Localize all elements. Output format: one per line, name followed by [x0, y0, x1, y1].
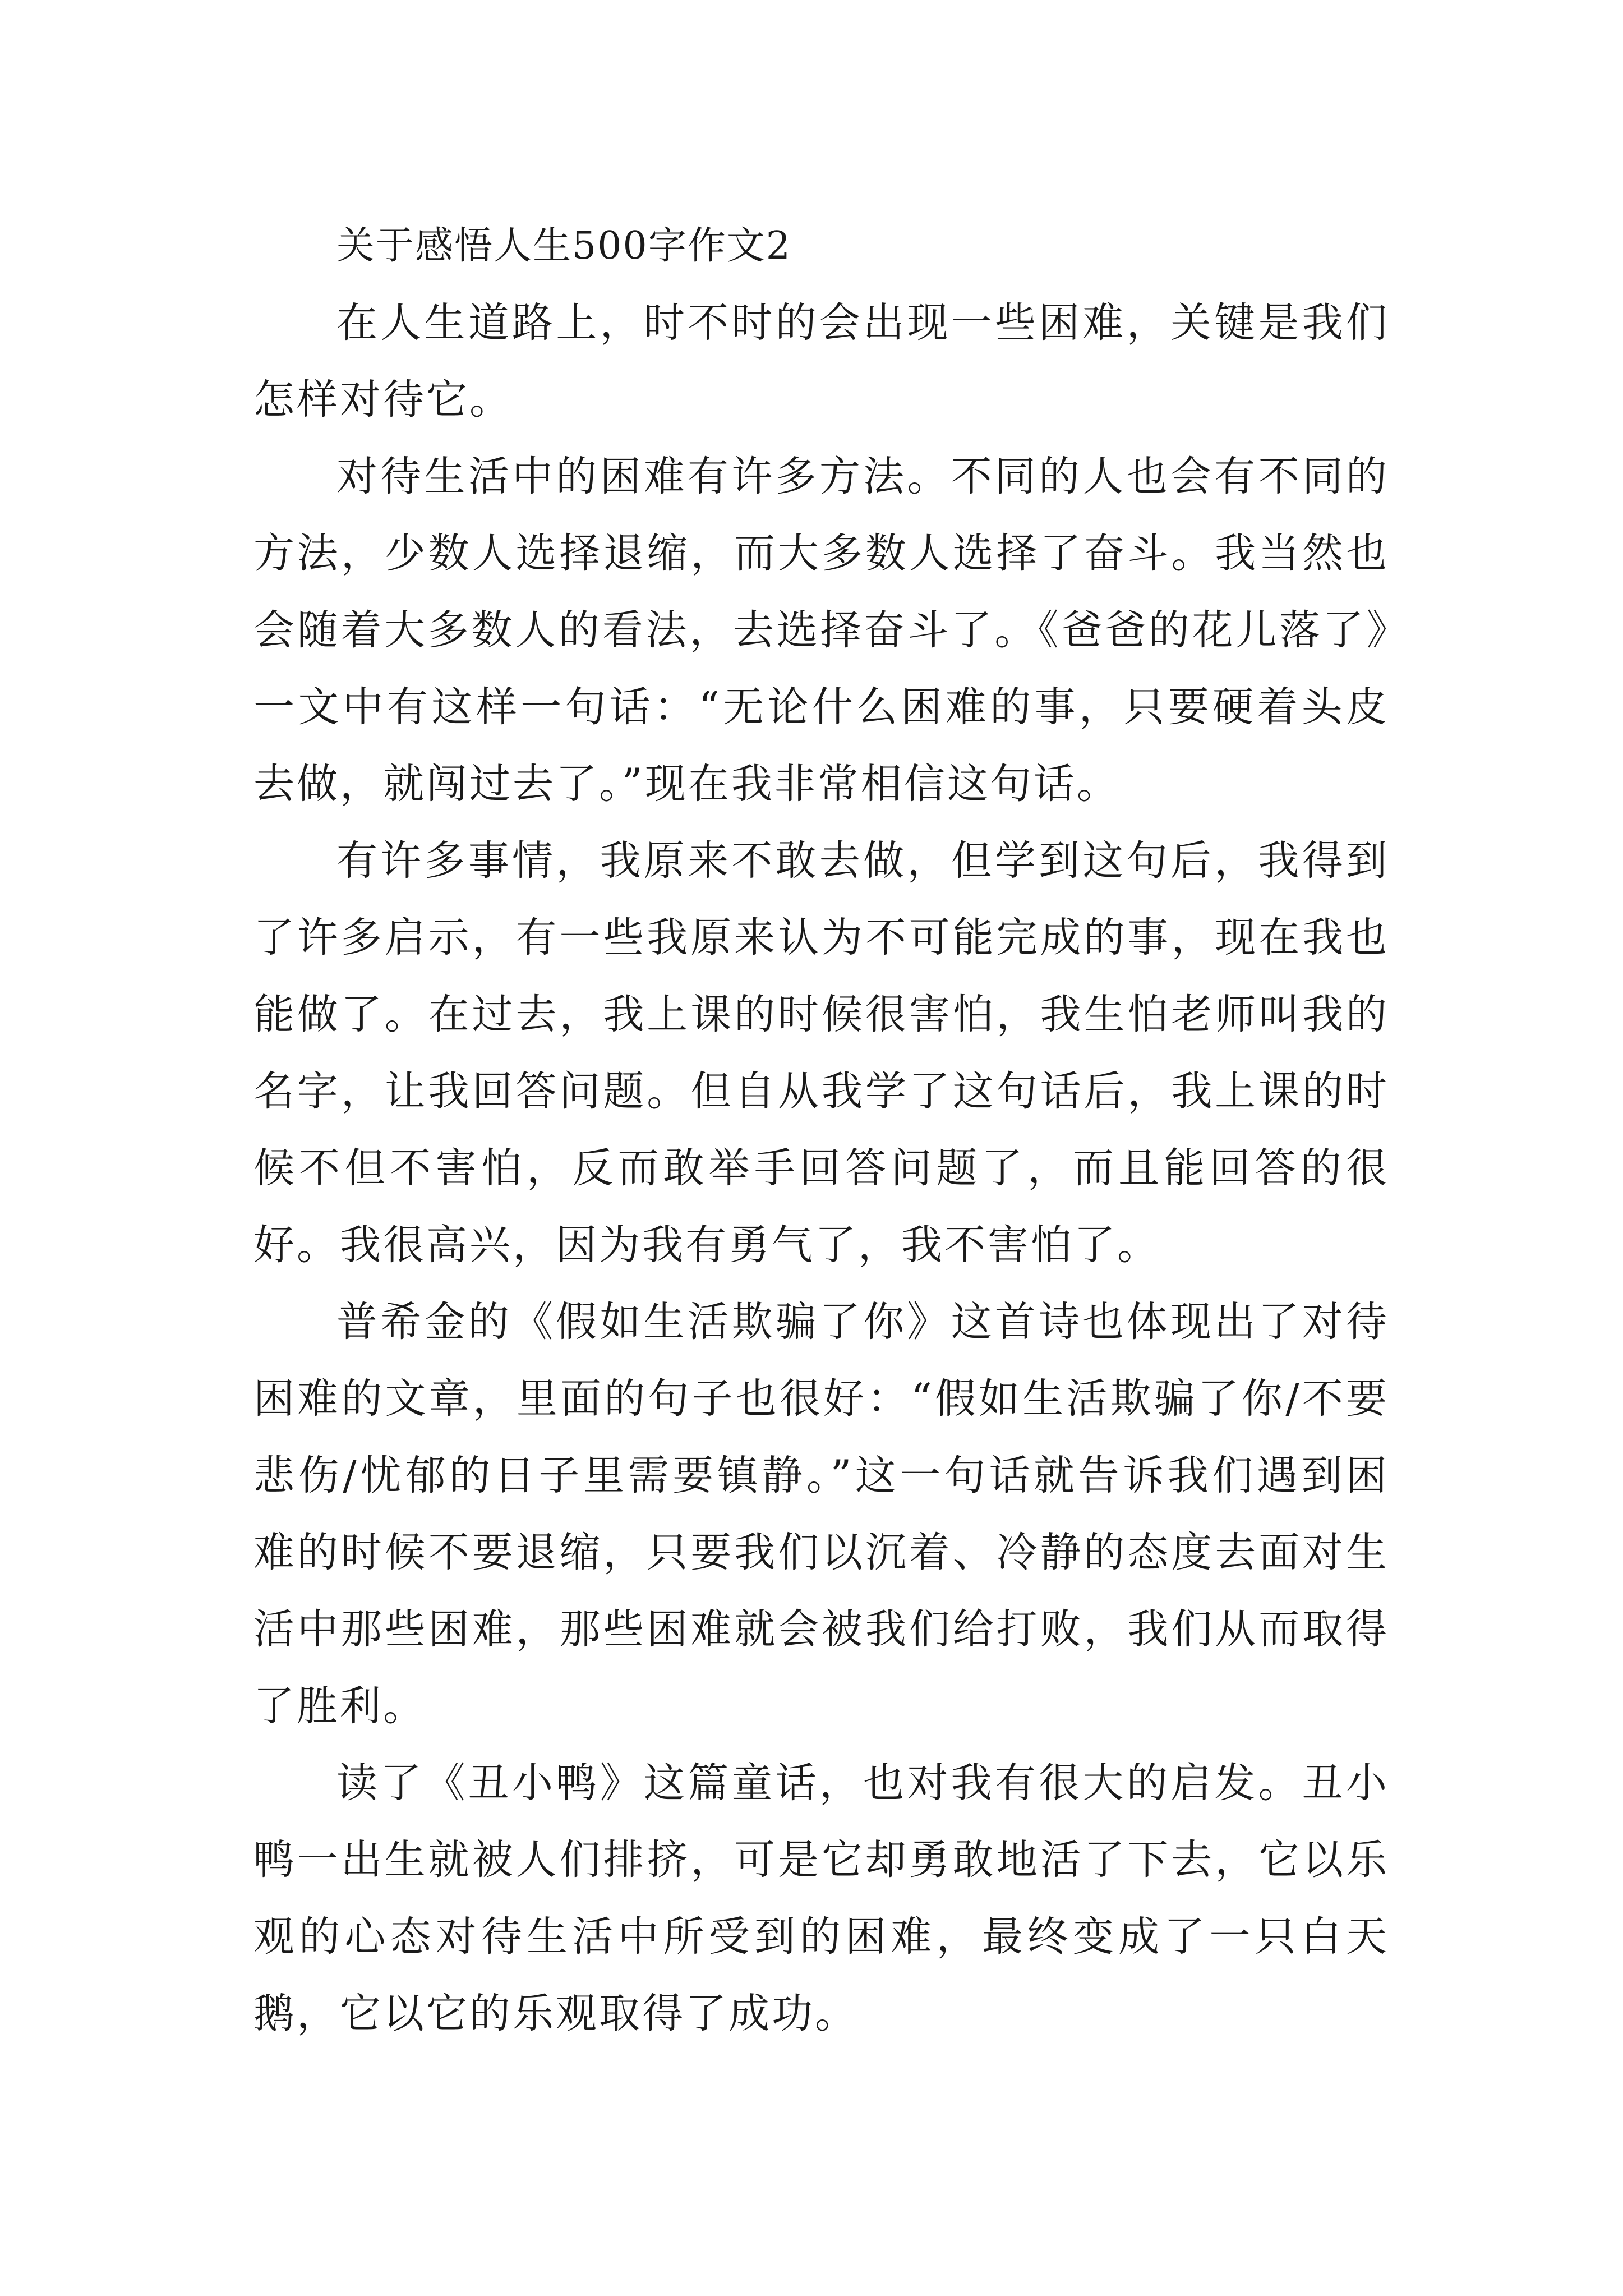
paragraph-4: 普希金的《假如生活欺骗了你》这首诗也体现出了对待困难的文章，里面的句子也很好：“假如生活欺骗了你/不要悲伤/忧郁的日子里需要镇静。”这一句话就告诉我们遇到困难的时候不要退缩，只要我们以沉着、冷静的态度去面对生活中那些困难，那些困难就会被我们给打败，我们从而取得了胜利。 [253, 1298, 1389, 1730]
paragraph-5: 读了《丑小鸭》这篇童话，也对我有很大的启发。丑小鸭一出生就被人们排挤，可是它却勇敢地活了下去，它以乐观的心态对待生活中所受到的困难，最终变成了一只白天鹅，它以它的乐观取得了成功。 [253, 1759, 1389, 2037]
document-body [253, 208, 1389, 2052]
paragraph-3: 有许多事情，我原来不敢去做，但学到这句后，我得到了许多启示，有一些我原来认为不可能完成的事，现在我也能做了。在过去，我上课的时候很害怕，我生怕老师叫我的名字，让我回答问题。但自从我学了这句话后，我上课的时候不但不害怕，反而敢举手回答问题了，而且能回答的很好。我很高兴，因为我有勇气了，我不害怕了。 [253, 837, 1389, 1269]
document-title: 关于感悟人生500字作文2 [336, 224, 792, 268]
paragraph-1: 在人生道路上，时不时的会出现一些困难，关键是我们怎样对待它。 [253, 299, 1389, 424]
paragraph-2: 对待生活中的困难有许多方法。不同的人也会有不同的方法，少数人选择退缩，而大多数人选择了奋斗。我当然也会随着大多数人的看法，去选择奋斗了。《爸爸的花儿落了》一文中有这样一句话：“无论什么困难的事，只要硬着头皮去做，就闯过去了。”现在我非常相信这句话。 [253, 453, 1389, 808]
